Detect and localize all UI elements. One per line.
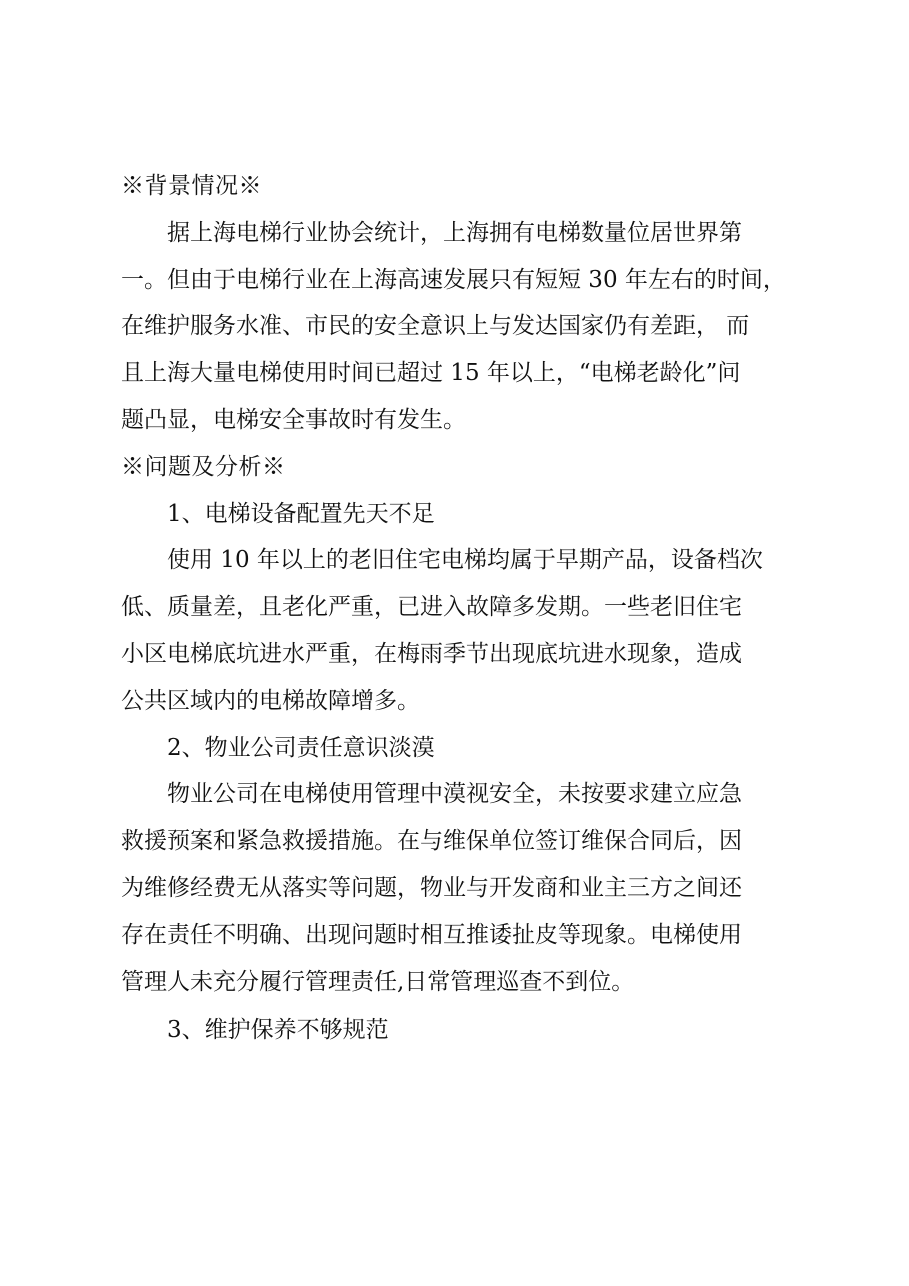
background-paragraph-line: 在维护服务水准、市民的安全意识上与发达国家仍有差距， 而 (121, 313, 750, 340)
background-paragraph-line: 一。但由于电梯行业在上海高速发展只有短短 30 年左右的时间， (121, 266, 786, 293)
background-heading: ※背景情况※ (121, 173, 262, 199)
item1-paragraph-line: 低、质量差，且老化严重，已进入故障多发期。一些老旧住宅 (121, 594, 742, 621)
item1-title: 1、电梯设备配置先天不足 (167, 500, 435, 527)
problem-analysis-heading: ※问题及分析※ (121, 453, 286, 480)
item2-paragraph-line: 物业公司在电梯使用管理中漠视安全，未按要求建立应急 (167, 781, 742, 808)
item2-title: 2、物业公司责任意识淡漠 (167, 734, 435, 761)
item1-paragraph-line: 使用 10 年以上的老旧住宅电梯均属于早期产品，设备档次 (167, 547, 763, 574)
item3-title: 3、维护保养不够规范 (167, 1017, 389, 1044)
background-paragraph-line: 题凸显，电梯安全事故时有发生。 (121, 406, 466, 433)
item1-paragraph-line: 公共区域内的电梯故障增多。 (121, 687, 420, 714)
item1-paragraph-line: 小区电梯底坑进水严重，在梅雨季节出现底坑进水现象，造成 (121, 640, 742, 667)
item2-paragraph-line: 救援预案和紧急救援措施。在与维保单位签订维保合同后，因 (121, 828, 742, 855)
item2-paragraph-line: 为维修经费无从落实等问题，物业与开发商和业主三方之间还 (121, 874, 742, 901)
background-paragraph-line: 且上海大量电梯使用时间已超过 15 年以上，“电梯老龄化”问 (121, 360, 741, 387)
background-paragraph-line: 据上海电梯行业协会统计，上海拥有电梯数量位居世界第 (167, 219, 742, 246)
item2-paragraph-line: 管理人未充分履行管理责任,日常管理巡查不到位。 (121, 968, 635, 995)
document-body (121, 163, 811, 1054)
item2-paragraph-line: 存在责任不明确、出现问题时相互推诿扯皮等现象。电梯使用 (121, 921, 742, 948)
